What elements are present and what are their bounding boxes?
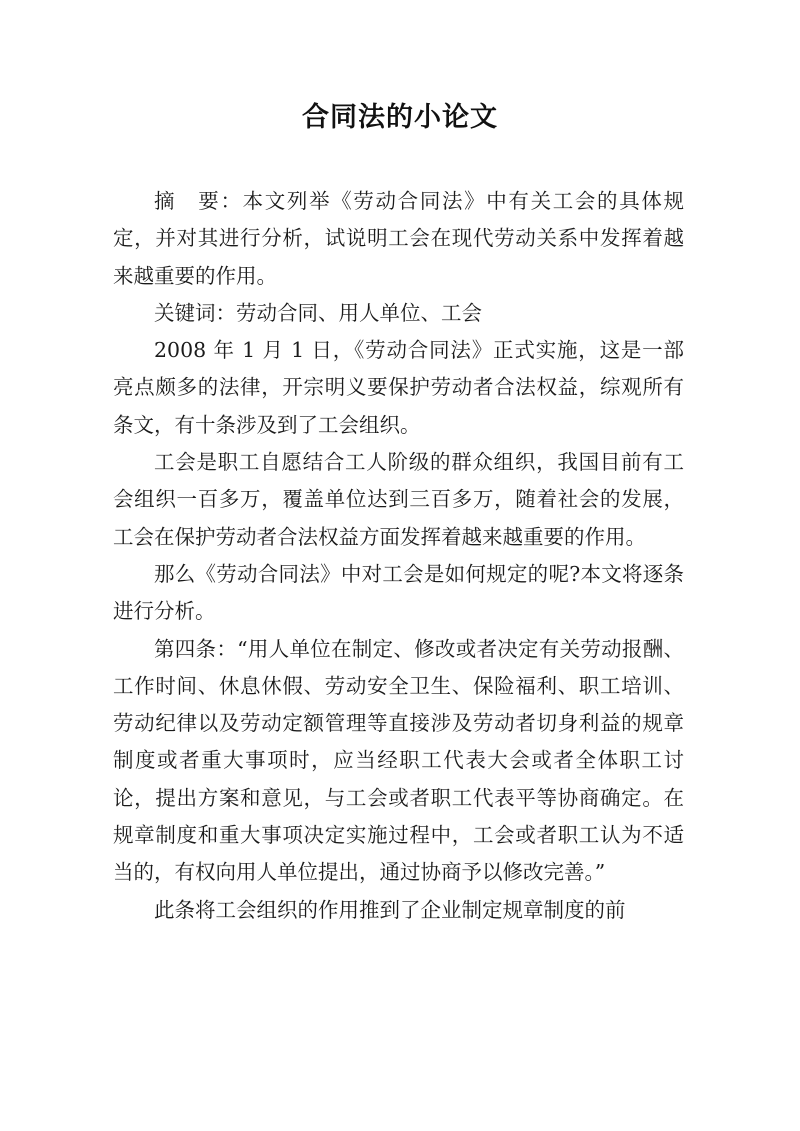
article-quote-paragraph: 第四条：“用人单位在制定、修改或者决定有关劳动报酬、工作时间、休息休假、劳动安全卫生、保险福利、职工培训、劳动纪律以及劳动定额管理等直接涉及劳动者切身利益的规章制度或者重大事项时，应当经职工代表大会或者全体职工讨论，提出方案和意见，与工会或者职工代表平等协商确定。在规章制度和重大事项决定实施过程中，工会或者职工认为不适当的，有权向用人单位提出，通过协商予以修改完善。” (113, 636, 684, 885)
document-title: 合同法的小论文 (302, 102, 498, 133)
document-body (113, 183, 684, 929)
body-paragraph: 此条将工会组织的作用推到了企业制定规章制度的前 (154, 897, 626, 922)
body-paragraph: 工会是职工自愿结合工人阶级的群众组织，我国目前有工会组织一百多万，覆盖单位达到三百多万，随着社会的发展，工会在保护劳动者合法权益方面发挥着越来越重要的作用。 (113, 450, 684, 549)
body-paragraph: 那么《劳动合同法》中对工会是如何规定的呢?本文将逐条进行分析。 (113, 561, 684, 624)
abstract-paragraph: 摘 要：本文列举《劳动合同法》中有关工会的具体规定，并对其进行分析，试说明工会在现代劳动关系中发挥着越来越重要的作用。 (113, 189, 684, 288)
keywords-paragraph: 关键词：劳动合同、用人单位、工会 (154, 300, 482, 325)
body-paragraph: 2008 年 1 月 1 日，《劳动合同法》正式实施，这是一部亮点颇多的法律，开宗明义要保护劳动者合法权益，综观所有条文，有十条涉及到了工会组织。 (113, 338, 684, 437)
